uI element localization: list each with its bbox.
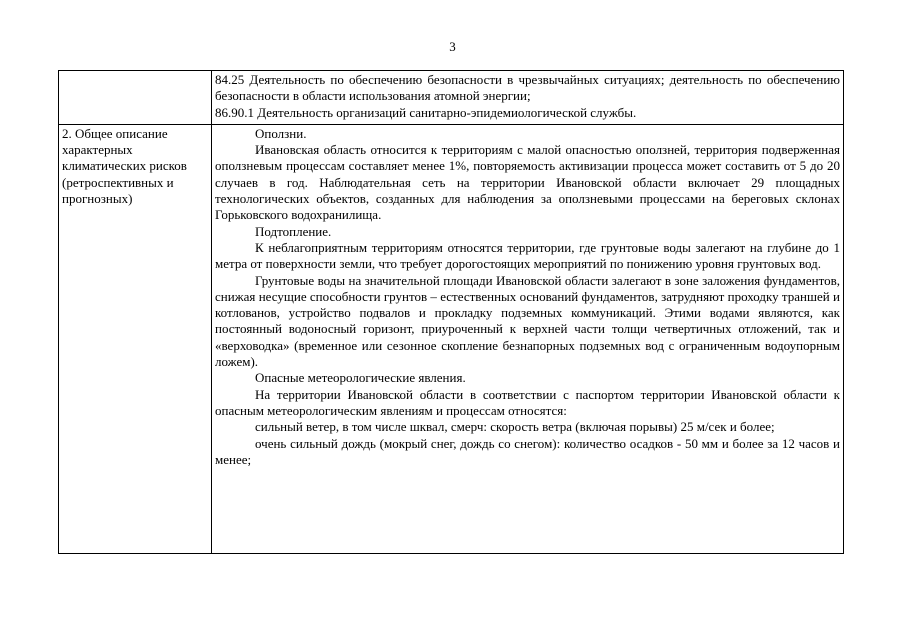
row2-right-cell <box>212 124 844 553</box>
row1-left-cell <box>59 71 212 125</box>
activity-code-86-90-1: 86.90.1 Деятельность организаций санитарно-эпидемиологической службы. <box>215 104 637 120</box>
heading-meteorological-hazards: Опасные метеорологические явления. <box>255 370 466 386</box>
row1-right-cell <box>212 71 844 125</box>
list-item-heavy-rain: очень сильный дождь (мокрый снег, дождь со снегом): количество осадков - 50 мм и более за 12 часов и менее; <box>215 435 840 467</box>
page-number: 3 <box>449 39 456 54</box>
document-table <box>58 70 844 554</box>
row2-left-cell <box>59 124 212 553</box>
section-heading: 2. Общее описание характерных климатических рисков (ретроспективных и прогнозных) <box>62 125 187 207</box>
activity-code-84-25: 84.25 Деятельность по обеспечению безопасности в чрезвычайных ситуациях; деятельность по обеспечению безопасности в области использования атомной энергии; <box>215 72 840 104</box>
paragraph-territory-passport: На территории Ивановской области в соответствии с паспортом территории Ивановской области к опасным метеорологическим явлениям и процессам относятся: <box>215 386 840 418</box>
list-item-strong-wind: сильный ветер, в том числе шквал, смерч: скорость ветра (включая порывы) 25 м/сек и более; <box>255 419 775 435</box>
table-row <box>59 124 844 553</box>
heading-flooding: Подтопление. <box>255 223 332 239</box>
table-row <box>59 71 844 125</box>
paragraph-unfavorable-territories: К неблагоприятным территориям относятся территории, где грунтовые воды залегают на глубине до 1 метра от поверхности земли, что требует дорогостоящих мероприятий по понижению уровня грунтовых вод. <box>215 239 840 272</box>
paragraph-landslides: Ивановская область относится к территориям с малой опасностью оползней, территория подверженная оползневым процессам составляет менее 1%, повторяемость активизации процесса может составить от 5 до 20 случаев в год. Наблюдательная сеть на территории Ивановской области включает 29 площадных технологических объектов, созданных для наблюдения за оползневыми процессами на береговых склонах Горьковского водохранилища. <box>215 142 840 223</box>
heading-landslides: Оползни. <box>255 125 307 141</box>
paragraph-groundwater: Грунтовые воды на значительной площади Ивановской области залегают в зоне заложения фундаментов, снижая несущие способности грунтов – естественных оснований фундаментов, затрудняют проходку траншей и котлованов, устройство подвалов и прокладку подземных коммуникаций. Этими водами являются, как постоянный водоносный горизонт, приуроченный к верхней части толщи четвертичных отложений, так и «верховодка» (временное или сезонное скопление безнапорных подземных вод с ограниченным водоупорным ложем). <box>215 272 840 370</box>
